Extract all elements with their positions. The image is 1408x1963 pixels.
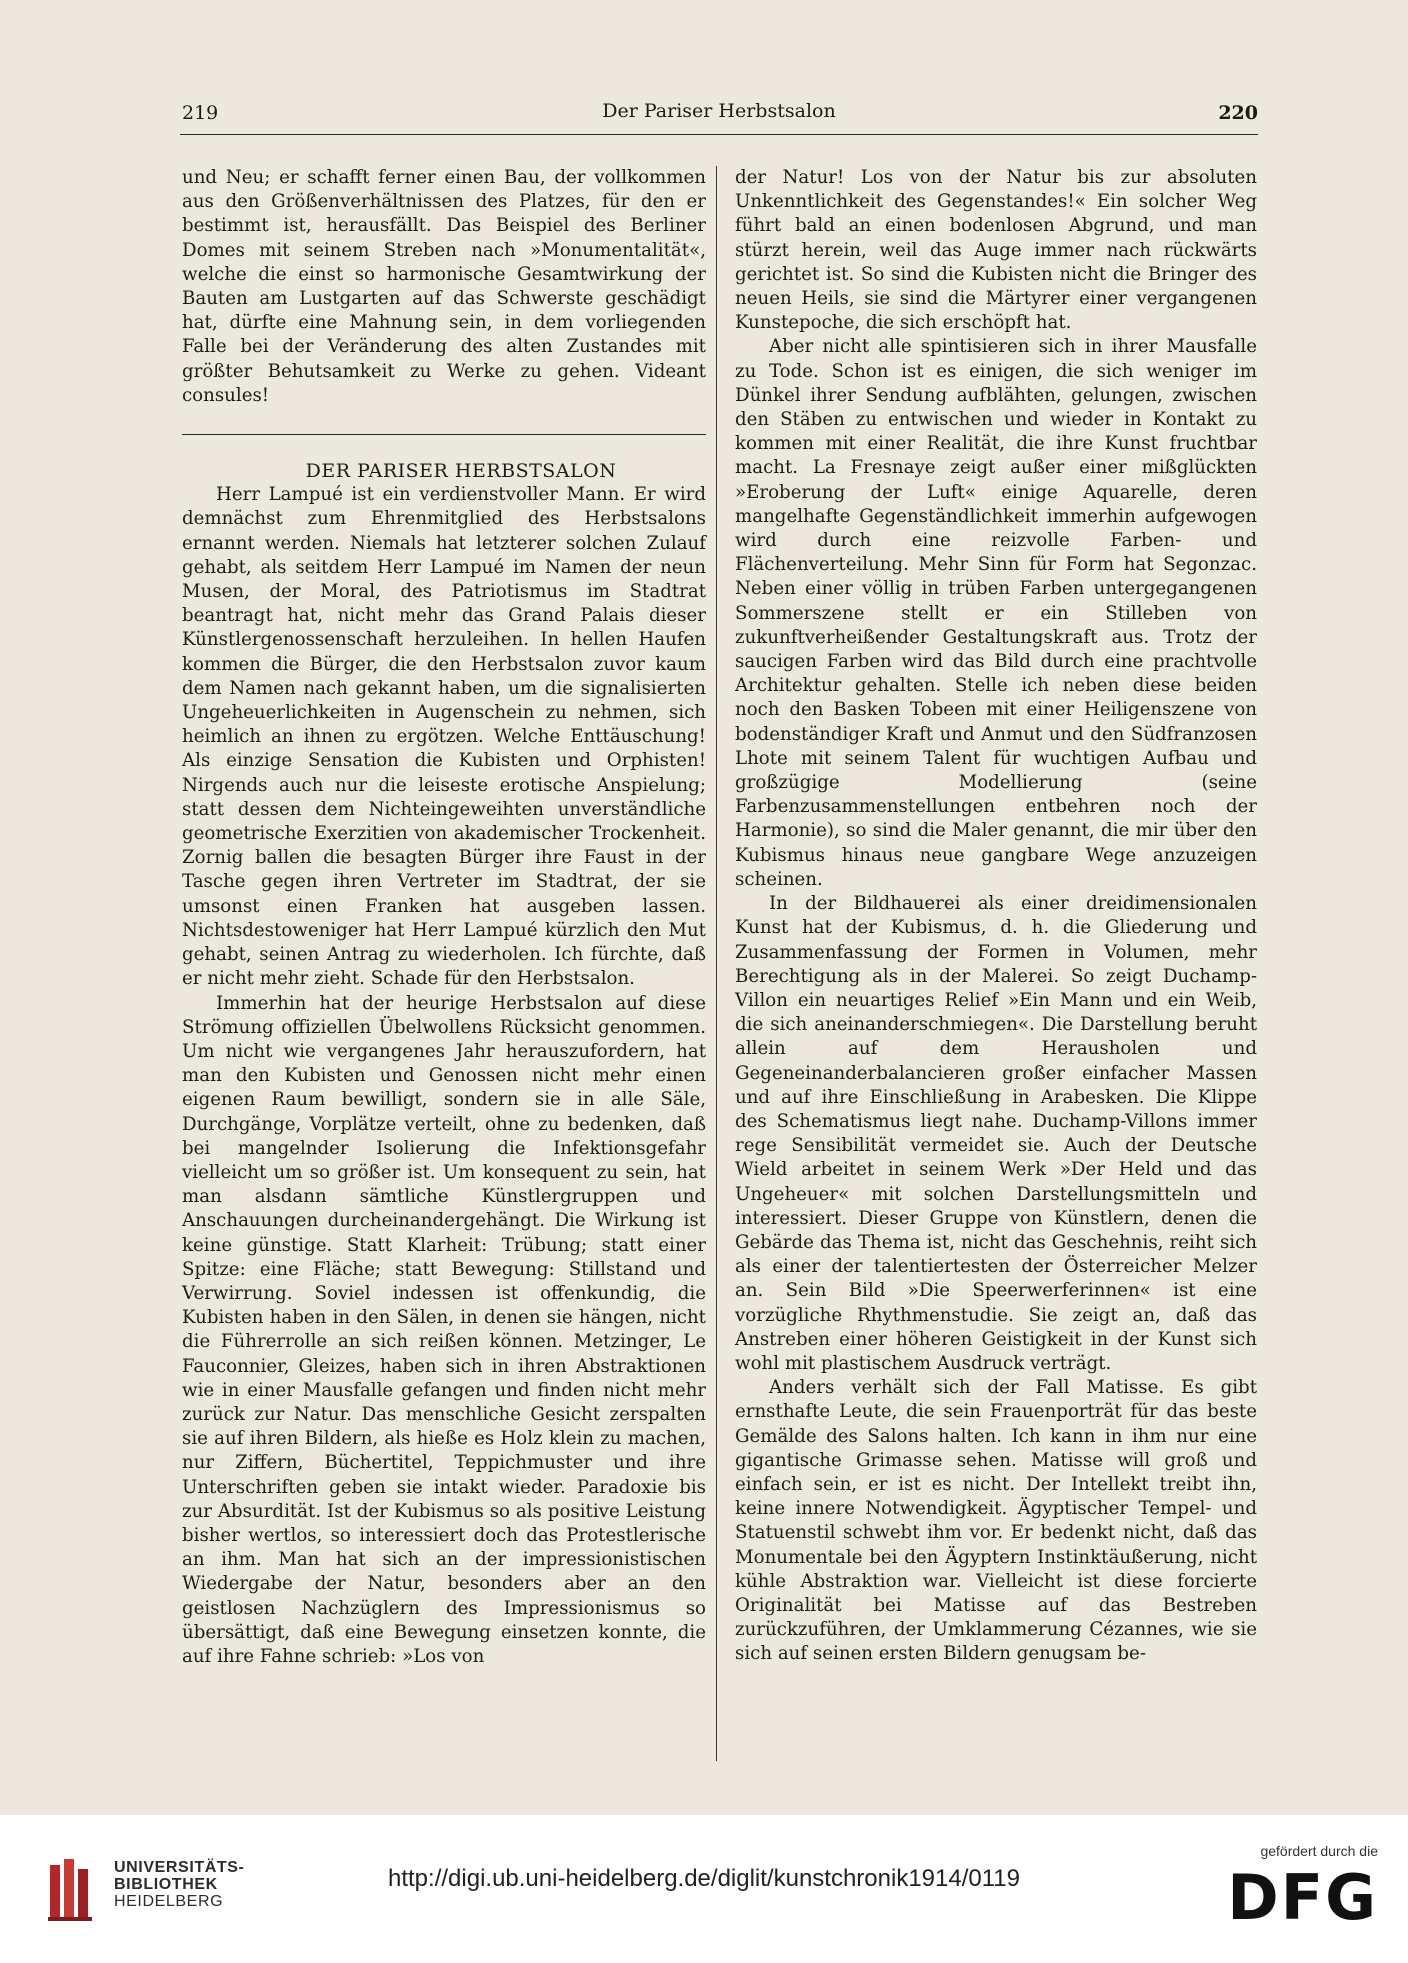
right-column	[735, 166, 1257, 1667]
paragraph: und Neu; er schafft ferner einen Bau, der vollkommen aus den Größenverhältnissen des Platzes, für den er bestimmt ist, herausfällt. Das Beispiel des Berliner Domes mit seinem Streben nach »Monumentalität«, welche die einst so harmonische Gesamtwirkung der Bauten am Lustgarten auf das Schwerste geschädigt hat, dürfte eine Mahnung sein, in dem vorliegenden Falle bei der Veränderung des alten Zustandes mit größter Behutsamkeit zu Werke zu gehen. Videant consules!	[182, 167, 706, 406]
running-header	[180, 98, 1258, 135]
paragraph: In der Bildhauerei als einer dreidimensionalen Kunst hat der Kubismus, d. h. die Gliederung und Zusammenfassung der Formen in Volumen, mehr Berechtigung als in der Malerei. So zeigt Duchamp-Villon ein neuartiges Relief »Ein Mann und ein Weib, die sich aneinanderschmiegen«. Die Darstellung beruht allein auf dem Herausholen und Gegeneinanderbalancieren großer einfacher Massen und auf ihre Einschließung in Arabesken. Die Klippe des Schematismus liegt nahe. Duchamp-Villons immer rege Sensibilität vermeidet sie. Auch der Deutsche Wield arbeitet in seinem Werk »Der Held und das Ungeheuer« mit solchen Darstellungsmitteln und interessiert. Dieser Gruppe von Künstlern, denen die Gebärde das Thema ist, nicht das Geschehnis, reiht sich als einer der talentiertesten der Österreicher Melzer an. Sein Bild »Die Speerwerferinnen« ist eine vorzügliche Rhythmenstudie. Sie zeigt an, daß das Anstreben einer höheren Geistigkeit in der Kunst sich wohl mit plastischem Ausdruck verträgt.	[735, 893, 1257, 1374]
paragraph: Herr Lampué ist ein verdienstvoller Mann. Er wird demnächst zum Ehrenmitglied des Herbstsalons ernannt werden. Niemals hat letzterer solchen Zulauf gehabt, als seitdem Herr Lampué im Namen der neun Musen, der Moral, des Patriotismus im Stadtrat beantragt hat, nicht mehr das Grand Palais dieser Künstlergenossenschaft herzuleihen. In hellen Haufen kommen die Bürger, die den Herbstsalon zuvor kaum dem Namen nach gekannt haben, um die signalisierten Ungeheuerlichkeiten in Augenschein zu nehmen, sich heimlich an ihnen zu ergötzen. Welche Enttäuschung! Als einzige Sensation die Kubisten und Orphisten! Nirgends auch nur die leiseste erotische Anspielung; statt dessen dem Nichteingeweihten unverständliche geometrische Exerzitien von akademischer Trockenheit. Zornig ballen die besagten Bürger ihre Faust in der Tasche gegen ihren Vertreter im Stadtrat, der sie umsonst einen Franken hat ausgeben lassen. Nichtsdestoweniger hat Herr Lampué kürzlich den Mut gehabt, seinen Antrag zu wiederholen. Ich fürchte, daß er nicht mehr zieht. Schade für den Herbstsalon.	[182, 484, 706, 990]
left-column	[182, 166, 706, 1669]
paragraph: Aber nicht alle spintisieren sich in ihrer Mausfalle zu Tode. Schon ist es einigen, die sich weniger im Dünkel ihrer Sendung aufblähten, gelungen, zwischen den Stäben zu entwischen und wieder in Kontakt zu kommen mit einer Realität, die ihre Kunst fruchtbar macht. La Fresnaye zeigt außer einer mißglückten »Eroberung der Luft« einige Aquarelle, deren mangelhafte Gegenständlichkeit immerhin aufgewogen wird durch eine reizvolle Farben- und Flächenverteilung. Mehr Sinn für Form hat Segonzac. Neben einer völlig in trüben Farben untergegangenen Sommerszene stellt er ein Stilleben von zukunftverheißender Gestaltungskraft aus. Trotz der saucigen Farben wird das Bild durch eine prachtvolle Architektur gehalten. Stelle ich neben diese beiden noch den Basken Tobeen mit einer Heiligenszene von bodenständiger Kraft und Anmut und den Südfranzosen Lhote mit seinem Talent für wuchtigen Aufbau und großzügige Modellierung (seine Farbenzusammenstellungen entbehren noch der Harmonie), so sind die Maler genannt, die mir über den Kubismus hinaus neue gangbare Wege anzuzeigen scheinen.	[735, 336, 1257, 890]
funding-label: gefördert durch die	[1260, 1843, 1378, 1859]
section-divider	[182, 434, 706, 435]
page-number-left: 219	[182, 102, 219, 124]
source-url-link[interactable]: http://digi.ub.uni-heidelberg.de/diglit/kunstchronik1914/0119	[388, 1865, 1020, 1892]
running-title: Der Pariser Herbstsalon	[602, 100, 836, 122]
footer-bar	[0, 1815, 1408, 1963]
library-name: UNIVERSITÄTS- BIBLIOTHEK HEIDELBERG	[114, 1859, 245, 1910]
page-number-right: 220	[1218, 102, 1258, 124]
paragraph: Anders verhält sich der Fall Matisse. Es gibt ernsthafte Leute, die sein Frauenporträt für das beste Gemälde des Salons halten. Ich kann in ihm nur eine gigantische Grimasse sehen. Matisse will groß und einfach sein, er ist es nicht. Der Intellekt treibt ihn, keine innere Notwendigkeit. Ägyptischer Tempel- und Statuenstil schwebt ihm vor. Er bedenkt nicht, daß das Monumentale bei den Ägyptern Instinktäußerung, nicht kühle Abstraktion war. Vielleicht ist diese forcierte Originalität bei Matisse auf das Bestreben zurückzuführen, der Umklammerung Cézannes, wie sie sich auf seinen ersten Bildern genugsam be-	[735, 1377, 1257, 1665]
dfg-logo[interactable]: DFG	[1227, 1861, 1378, 1934]
funding-notice	[1198, 1843, 1378, 1933]
column-divider	[716, 166, 717, 1761]
paragraph: Immerhin hat der heurige Herbstsalon auf diese Strömung offiziellen Übelwollens Rücksicht genommen. Um nicht wie vergangenes Jahr herauszufordern, hat man den Kubisten und Genossen nicht mehr einen eigenen Raum bewilligt, sondern sie in alle Säle, Durchgänge, Vorplätze verteilt, ohne zu bedenken, daß bei mangelnder Isolierung die Infektionsgefahr vielleicht um so größer ist. Um konsequent zu sein, hat man alsdann sämtliche Künstlergruppen und Anschauungen durcheinandergehängt. Die Wirkung ist keine günstige. Statt Klarheit: Trübung; statt einer Spitze: eine Fläche; statt Bewegung: Stillstand und Verwirrung. Soviel indessen ist offenkundig, die Kubisten haben in den Sälen, in denen sie hängen, nicht die Führerrolle an sich reißen können. Metzinger, Le Fauconnier, Gleizes, haben sich in ihren Abstraktionen wie in einer Mausfalle gefangen und finden nicht mehr zurück zur Natur. Das menschliche Gesicht zerspalten sie auf ihren Bildern, als hieße es Holz klein zu machen, nur Ziffern, Büchertitel, Teppichmuster und ihre Unterschriften geben sie intakt wieder. Paradoxie bis zur Absurdität. Ist der Kubismus so als positive Leistung bisher wertlos, so interessiert doch das Protestlerische an ihm. Man hat sich an der impressionistischen Wiedergabe der Natur, besonders aber an den geistlosen Nachzüglern des Impressionismus so übersättigt, daß eine Bewegung einsetzen konnte, die auf ihre Fahne schrieb: »Los von	[182, 992, 706, 1667]
paragraph: der Natur! Los von der Natur bis zur absoluten Unkenntlichkeit des Gegenstandes!« Ein solcher Weg führt bald an einen bodenlosen Abgrund, und man stürzt herein, weil das Auge immer nach rückwärts gerichtet ist. So sind die Kubisten nicht die Bringer des neuen Heils, sie sind die Märtyrer einer vergangenen Kunstepoche, die sich erschöpft hat.	[735, 167, 1257, 334]
article-heading: DER PARISER HERBSTSALON	[305, 460, 617, 483]
